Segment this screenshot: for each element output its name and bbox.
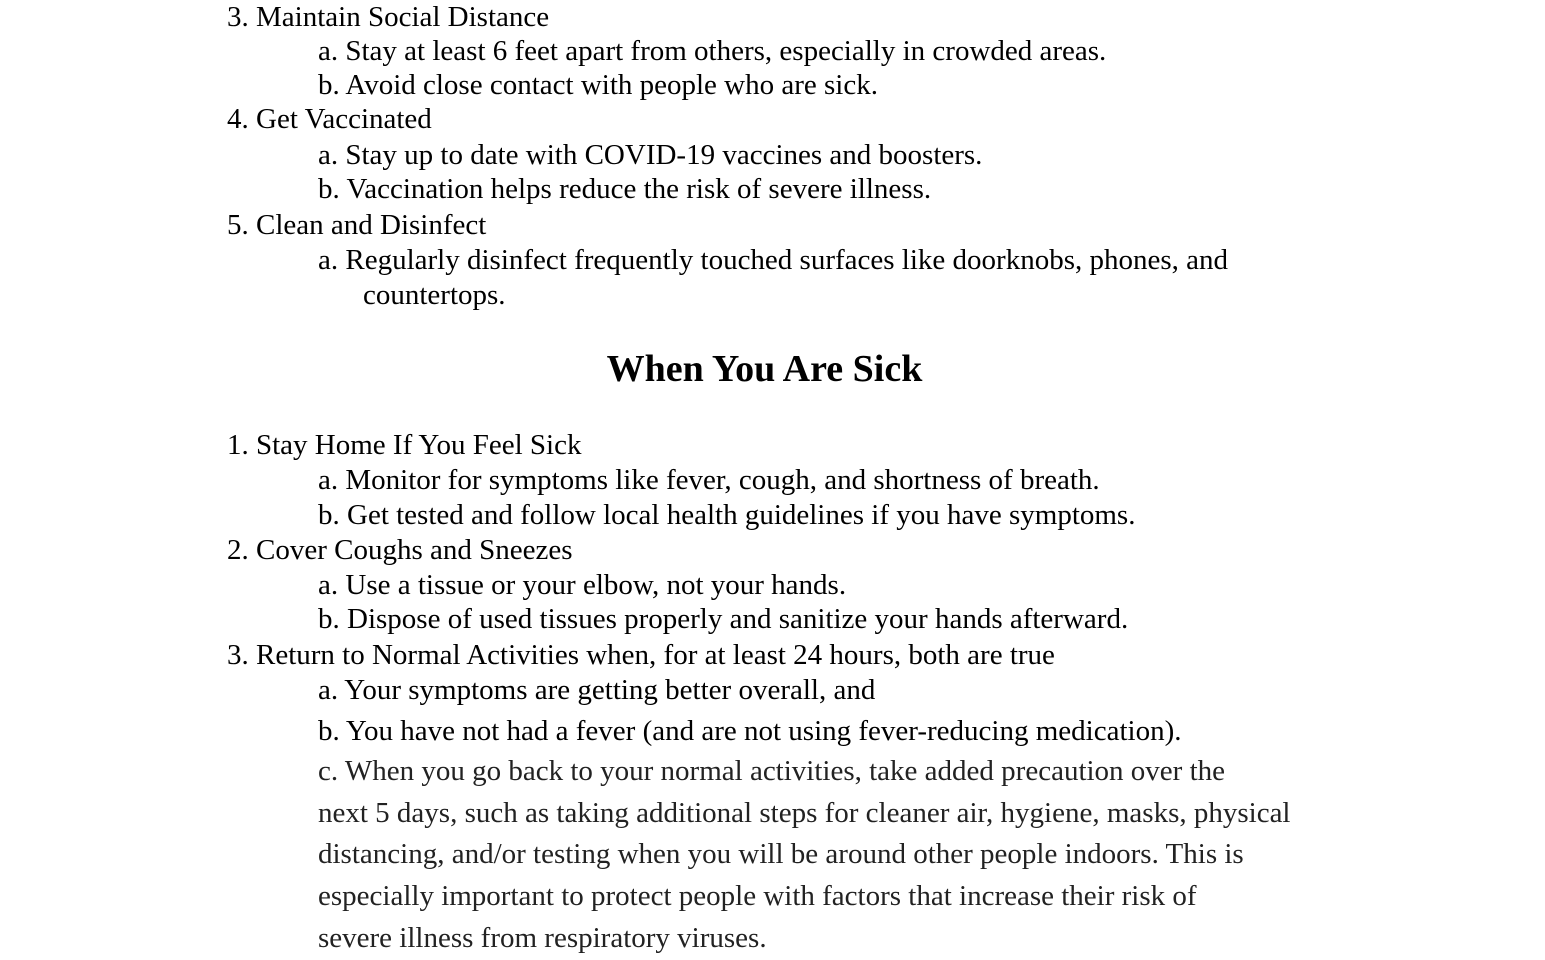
list-item: b. You have not had a fever (and are not using fever-reducing medication).	[318, 715, 1182, 747]
list-item: a. Stay up to date with COVID-19 vaccines and boosters.	[318, 139, 983, 171]
paragraph-line: distancing, and/or testing when you will be around other people indoors. This is	[318, 838, 1244, 871]
paragraph-line: next 5 days, such as taking additional steps for cleaner air, hygiene, masks, physical	[318, 796, 1291, 829]
section-3-maintain-social-distance-title: 3. Maintain Social Distance	[227, 1, 550, 33]
list-item: a. Stay at least 6 feet apart from others, especially in crowded areas.	[318, 35, 1107, 67]
sick-section-3-title: 3. Return to Normal Activities when, for at least 24 hours, both are true	[227, 639, 1055, 671]
list-item: b. Vaccination helps reduce the risk of severe illness.	[318, 173, 932, 205]
list-item: a. Regularly disinfect frequently touched surfaces like doorknobs, phones, and	[318, 244, 1229, 276]
paragraph-line: c. When you go back to your normal activities, take added precaution over the	[318, 755, 1226, 787]
list-item: b. Dispose of used tissues properly and sanitize your hands afterward.	[318, 603, 1129, 635]
page-heading-when-you-are-sick: When You Are Sick	[606, 348, 923, 390]
list-item: a. Use a tissue or your elbow, not your hands.	[318, 569, 847, 601]
list-item: a. Monitor for symptoms like fever, cough, and shortness of breath.	[318, 464, 1100, 496]
list-item: b. Avoid close contact with people who are sick.	[318, 69, 878, 101]
list-item-continuation: countertops.	[363, 279, 506, 311]
sick-section-1-title: 1. Stay Home If You Feel Sick	[227, 429, 582, 461]
sick-section-2-title: 2. Cover Coughs and Sneezes	[227, 534, 573, 566]
section-5-clean-and-disinfect-title: 5. Clean and Disinfect	[227, 209, 487, 241]
paragraph-line: especially important to protect people with factors that increase their risk of	[318, 880, 1197, 913]
paragraph-line: severe illness from respiratory viruses.	[318, 921, 767, 954]
list-item: b. Get tested and follow local health guidelines if you have symptoms.	[318, 499, 1136, 531]
list-item: a. Your symptoms are getting better overall, and	[318, 674, 876, 706]
section-4-get-vaccinated-title: 4. Get Vaccinated	[227, 103, 432, 135]
precaution-paragraph	[318, 751, 1378, 960]
